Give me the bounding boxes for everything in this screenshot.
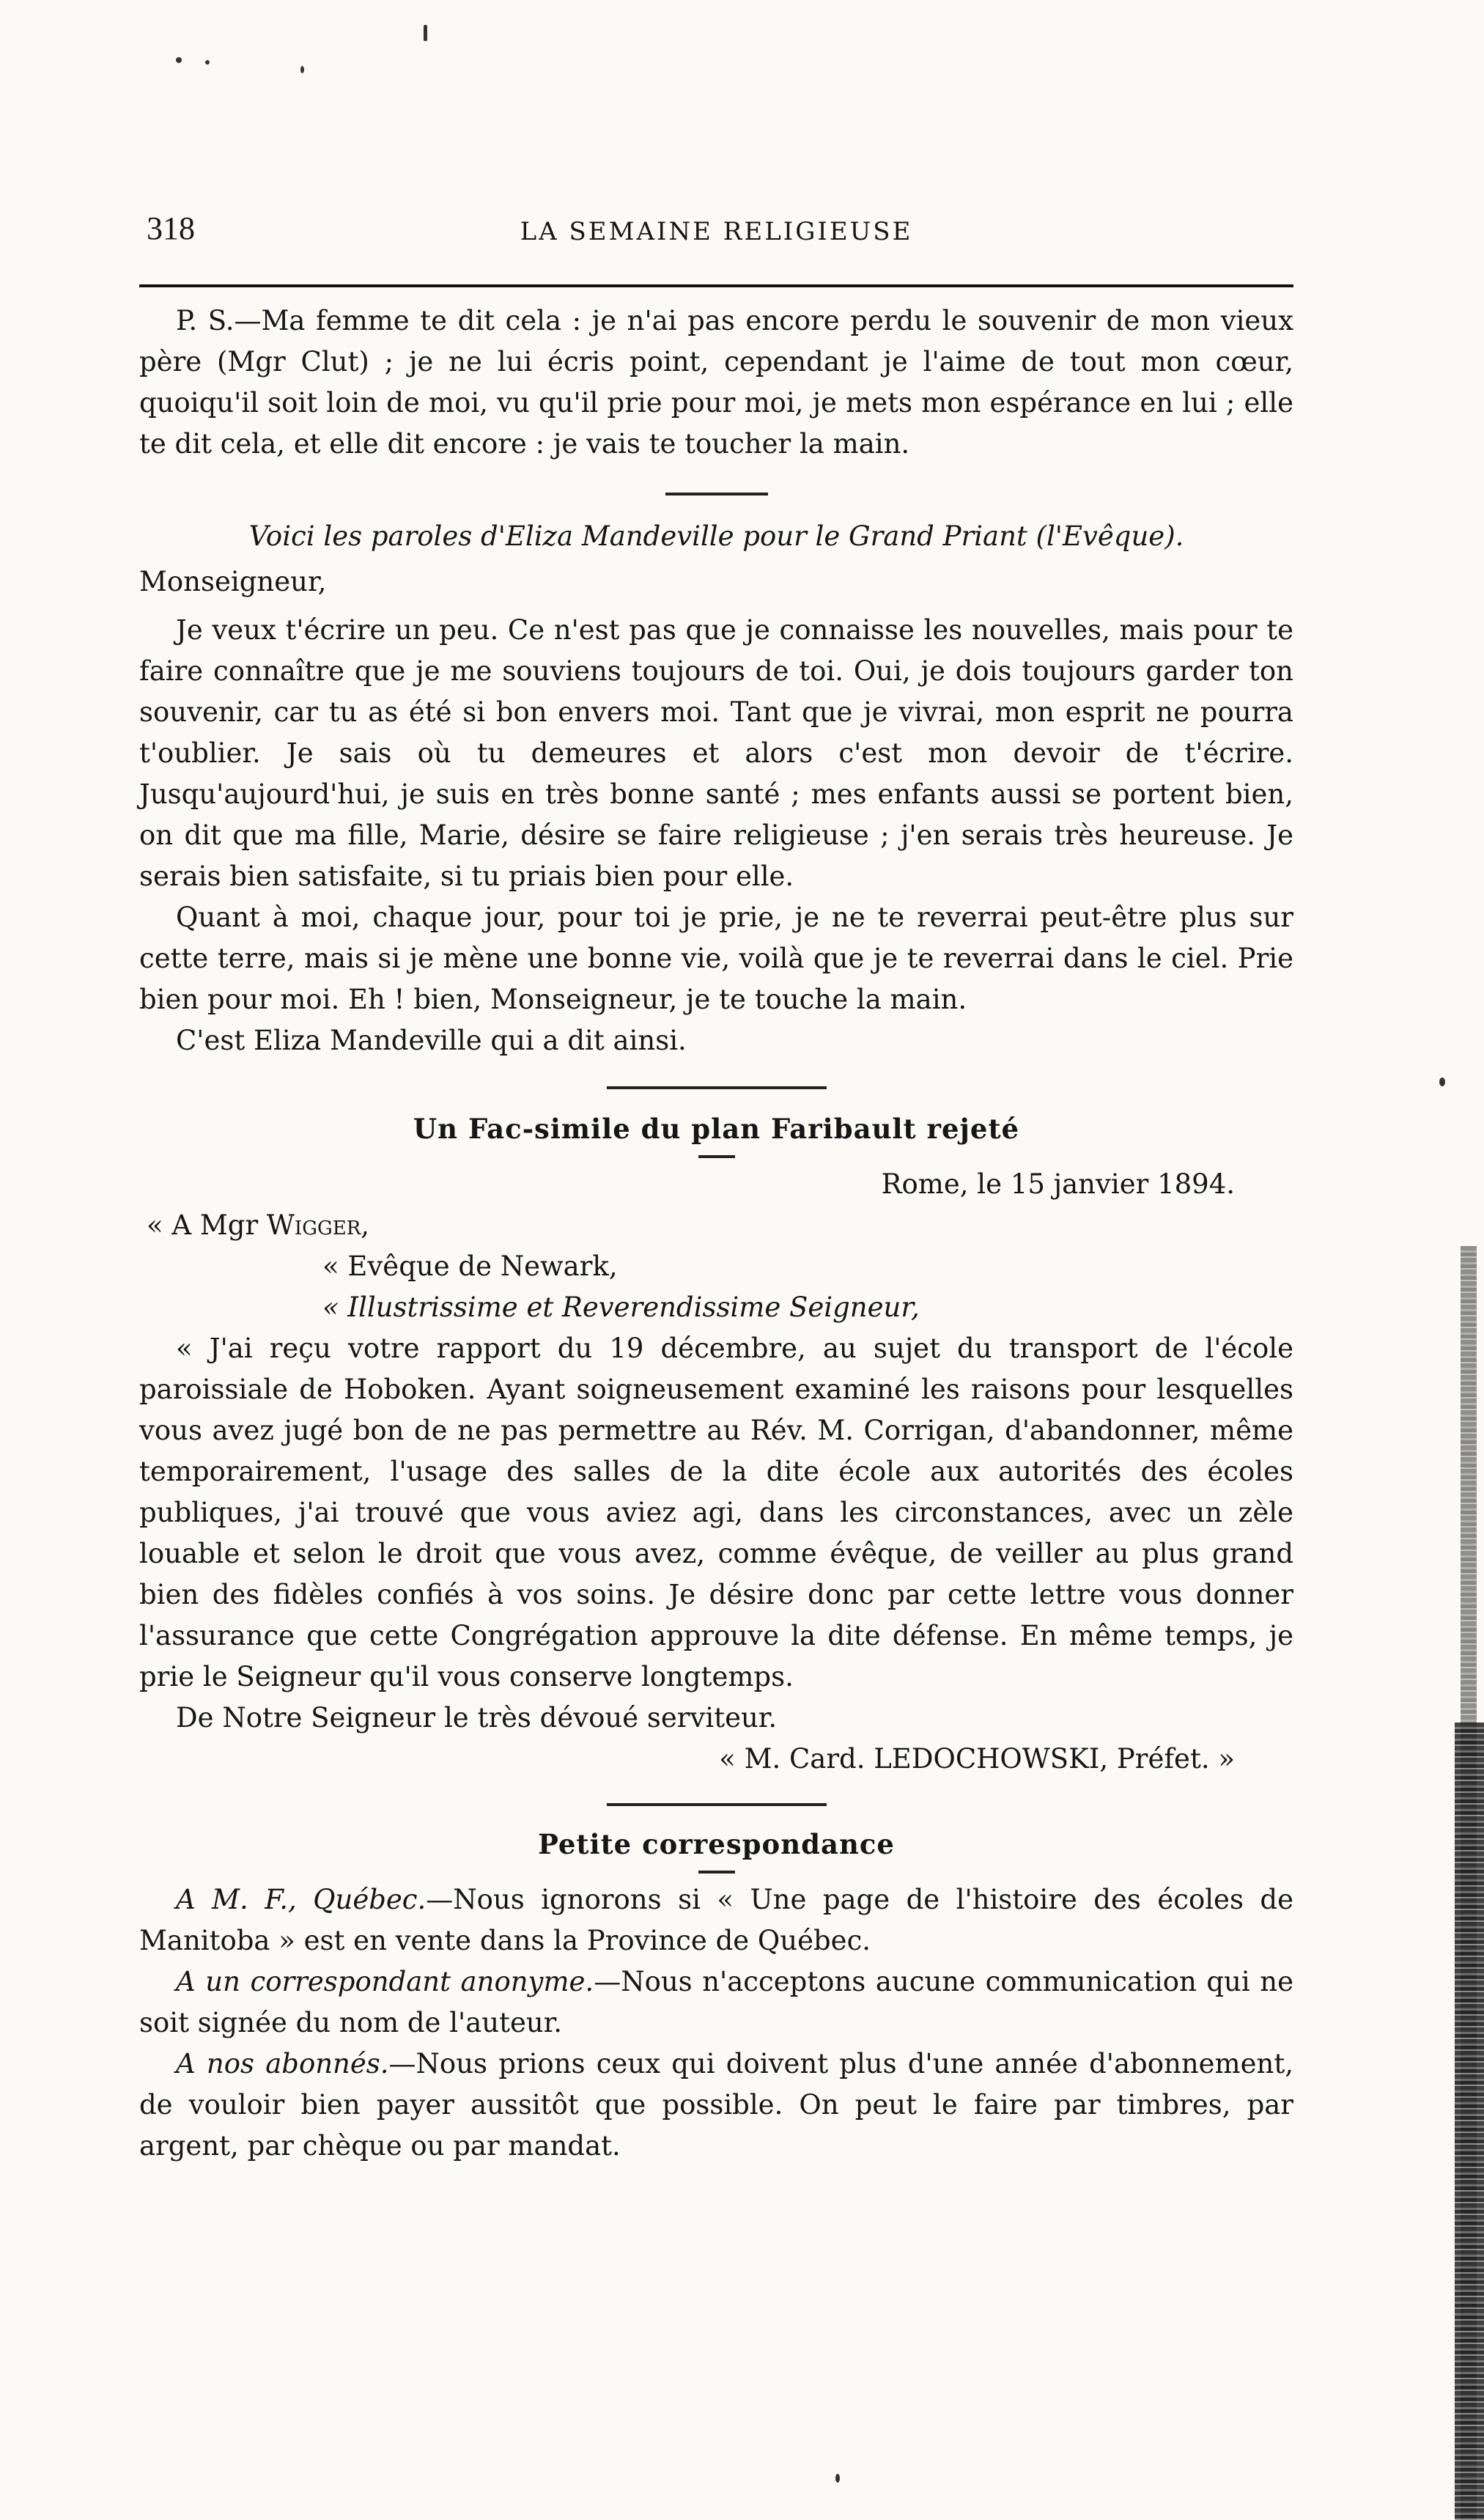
scan-edge-shadow xyxy=(1455,1723,1484,2520)
correspondance-entry xyxy=(139,1879,1293,1961)
facsimile-title: Un Fac-simile du plan Faribault rejeté xyxy=(413,1113,1020,1145)
eliza-paragraph: Je veux t'écrire un peu. Ce n'est pas que je connaisse les nouvelles, mais pour te faire connaître que je me souviens toujours de toi. Oui, je dois toujours garder ton souvenir, car tu as été si bon envers moi. Tant que je vivrai, mon esprit ne pourra t'oublier. Je sais où tu demeures et alors c'est mon devoir de t'écrire. Jusqu'aujourd'hui, je suis en très bonne santé ; mes enfants aussi se portent bien, on dit que ma fille, Marie, désire se faire religieuse ; j'en serais très heureuse. Je serais bien satisfaite, si tu priais bien pour elle. xyxy=(139,614,1293,892)
facsimile-signature: « M. Card. LEDOCHOWSKI, Préfet. » xyxy=(719,1743,1235,1775)
eliza-heading: Voici les paroles d'Eliza Mandeville pour le Grand Priant (l'Evêque). xyxy=(248,520,1184,552)
page-header xyxy=(139,210,1293,254)
facsimile-dateline: Rome, le 15 janvier 1894. xyxy=(881,1168,1235,1200)
scan-speck xyxy=(1439,1077,1445,1086)
scan-speck xyxy=(205,60,210,65)
correspondance-entry xyxy=(139,2044,1293,2167)
correspondance-text: —Nous ignorons si « Une page de l'histoire des écoles de Manitoba » est en vente dans la Province de Québec. xyxy=(139,1884,1293,1956)
correspondance-recipient: A M. F., Québec. xyxy=(176,1884,427,1915)
eliza-salutation: Monseigneur, xyxy=(139,566,327,597)
correspondance-text: —Nous prions ceux qui doivent plus d'une année d'abonnement, de vouloir bien payer aussitôt que possible. On peut le faire par timbres, par argent, par chèque ou par mandat. xyxy=(139,2048,1293,2162)
eliza-signoff: C'est Eliza Mandeville qui a dit ainsi. xyxy=(176,1025,687,1056)
facsimile-body: « J'ai reçu votre rapport du 19 décembre, au sujet du transport de l'école paroissiale de Hoboken. Ayant soigneusement examiné les raisons pour lesquelles vous avez jugé bon de ne pas permettre au Rév. M. Corrigan, d'abandonner, même temporairement, l'usage des salles de la dite école aux autorités des écoles publiques, j'ai trouvé que vous aviez agi, dans les circonstances, avec un zèle louable et selon le droit que vous avez, comme évêque, de veiller au plus grand bien des fidèles confiés à vos soins. Je désire donc par cette lettre vous donner l'assurance que cette Congrégation approuve la dite défense. En même temps, je prie le Seigneur qu'il vous conserve longtemps. xyxy=(139,1333,1293,1692)
running-head: LA SEMAINE RELIGIEUSE xyxy=(520,217,913,246)
scan-speck xyxy=(300,66,304,73)
correspondance-title: Petite correspondance xyxy=(538,1828,895,1860)
facsimile-greeting: « Illustrissime et Reverendissime Seigneur, xyxy=(322,1292,920,1323)
correspondance-recipient: A un correspondant anonyme. xyxy=(176,1966,594,1997)
page-body xyxy=(139,301,1293,2167)
postscript-paragraph: P. S.—Ma femme te dit cela : je n'ai pas encore perdu le souvenir de mon vieux père (Mgr Clut) ; je ne lui écris point, cependant je l'aime de tout mon cœur, quoiqu'il soit loin de moi, vu qu'il prie pour moi, je mets mon espérance en lui ; elle te dit cela, et elle dit encore : je vais te toucher la main. xyxy=(139,305,1293,460)
header-rule xyxy=(139,284,1293,287)
correspondance-recipient: A nos abonnés. xyxy=(176,2048,389,2079)
facsimile-closing: De Notre Seigneur le très dévoué serviteur. xyxy=(176,1702,778,1734)
addressee-prefix: « A Mgr xyxy=(147,1209,267,1241)
correspondance-entry xyxy=(139,1961,1293,2044)
addressee-name: Wigger, xyxy=(266,1209,370,1241)
eliza-paragraph: Quant à moi, chaque jour, pour toi je prie, je ne te reverrai peut-être plus sur cette terre, mais si je mène une bonne vie, voilà que je te reverrai dans le ciel. Prie bien pour moi. Eh ! bien, Monseigneur, je te touche la main. xyxy=(139,902,1293,1015)
page-number: 318 xyxy=(147,210,195,246)
facsimile-addressee-title: « Evêque de Newark, xyxy=(322,1250,618,1282)
scan-speck xyxy=(835,2474,840,2483)
facsimile-addressee xyxy=(139,1205,1293,1246)
correspondance-text: —Nous n'acceptons aucune communication qui ne soit signée du nom de l'auteur. xyxy=(139,1966,1294,2038)
scan-speck xyxy=(424,25,427,41)
scan-speck xyxy=(176,57,182,63)
